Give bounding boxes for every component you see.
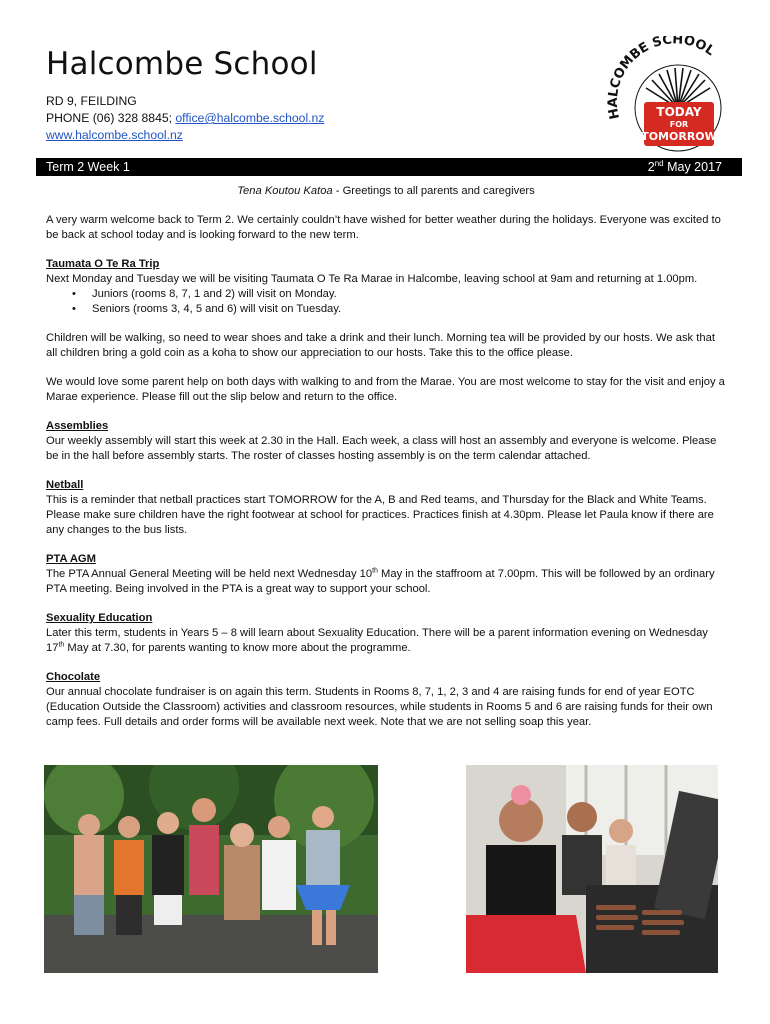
section-body: Our weekly assembly will start this week at 2.30 in the Hall. Each week, a class will host an assembly and everyone is welcome. Please be in the hall before assembly starts. The roster of classes hosting assembly is on the term calendar attached. <box>46 435 717 462</box>
section-heading: Netball <box>46 479 84 491</box>
contact-block <box>46 93 324 144</box>
logo-arc-text: HALCOMBE SCHOOL <box>606 36 718 121</box>
phone: PHONE (06) 328 8845; <box>46 111 176 125</box>
section-body: The PTA Annual General Meeting will be held next Wednesday 10th May in the staffroom at 7.00pm. This will be followed by an ordinary PTA meeting. Being involved in the PTA is a great way to support your school. <box>46 567 715 595</box>
phone-email-line <box>46 110 324 127</box>
section-netball <box>46 478 726 538</box>
visit-list <box>46 287 726 317</box>
section-heading: Taumata O Te Ra Trip <box>46 258 160 270</box>
section-body: We would love some parent help on both days with walking to and from the Marae. You are most welcome to stay for the visit and enjoy a Marae experience. Please fill out the slip below and return to the office. <box>46 376 725 403</box>
photo-children-costumes <box>44 765 378 973</box>
section-body: Later this term, students in Years 5 – 8 will learn about Sexuality Education. There will be a parent information evening on Wednesday 17th May at 7.30, for parents wanting to know more about the programme. <box>46 627 708 654</box>
logo-line3: TOMORROW <box>641 130 717 143</box>
photo-children-barbecue <box>466 765 718 973</box>
intro-paragraph: A very warm welcome back to Term 2. We certainly couldn’t have wished for better weather during the holidays. Everyone was excited to be back at school today and is looking forward to the new term. <box>46 214 721 241</box>
greeting: Tena Koutou Katoa - Greetings to all parents and caregivers <box>237 185 535 197</box>
section-heading: Chocolate <box>46 671 101 683</box>
section-body: Children will be walking, so need to wear shoes and take a drink and their lunch. Morning tea will be provided by our hosts. We ask that all children bring a gold coin as a koha to show our appreciation to our hosts. Take this to the office please. <box>46 332 715 359</box>
section-heading: Assemblies <box>46 420 109 432</box>
email-link[interactable]: office@halcombe.school.nz <box>175 111 325 125</box>
section-body: This is a reminder that netball practices start TOMORROW for the A, B and Red teams, and Thursday for the Black and White Teams. Please make sure children have the right footwear at school for practices. Practices finish at 4.30pm. Please let Paula know if there are any changes to the bus lists. <box>46 494 714 536</box>
term-bar <box>36 158 742 176</box>
school-name: Halcombe School <box>46 46 318 82</box>
section-chocolate <box>46 670 726 730</box>
section-heading: PTA AGM <box>46 553 96 565</box>
section-heading: Sexuality Education <box>46 612 153 624</box>
section-sexuality-education <box>46 611 726 656</box>
logo-line1: TODAY <box>656 105 702 119</box>
term-date: 2nd May 2017 <box>647 158 722 174</box>
address: RD 9, FEILDING <box>46 94 137 108</box>
section-assemblies <box>46 419 726 464</box>
section-pta <box>46 552 726 597</box>
newsletter-body <box>46 184 726 744</box>
website-link[interactable]: www.halcombe.school.nz <box>46 128 183 142</box>
section-body: Our annual chocolate fundraiser is on again this term. Students in Rooms 8, 7, 1, 2, 3 and 4 are raising funds for end of year EOTC (Education Outside the Classroom) activities and classroom resources, while students in Rooms 5 and 6 are raising funds for their own camp fees. Full details and order forms will be available next week. Note that we are not selling soap this year. <box>46 686 713 728</box>
greeting-maori: Tena Koutou Katoa <box>237 185 333 197</box>
logo-line2: FOR <box>669 120 689 129</box>
school-logo <box>606 36 742 154</box>
list-item: • Seniors (rooms 3, 4, 5 and 6) will visit on Tuesday. <box>46 302 726 317</box>
list-item: • Juniors (rooms 8, 7, 1 and 2) will visit on Monday. <box>46 287 726 302</box>
section-body: Next Monday and Tuesday we will be visiting Taumata O Te Ra Marae in Halcombe, leaving school at 9am and returning at 1.00pm. <box>46 273 698 285</box>
section-marae <box>46 257 726 405</box>
term-label: Term 2 Week 1 <box>46 160 130 174</box>
